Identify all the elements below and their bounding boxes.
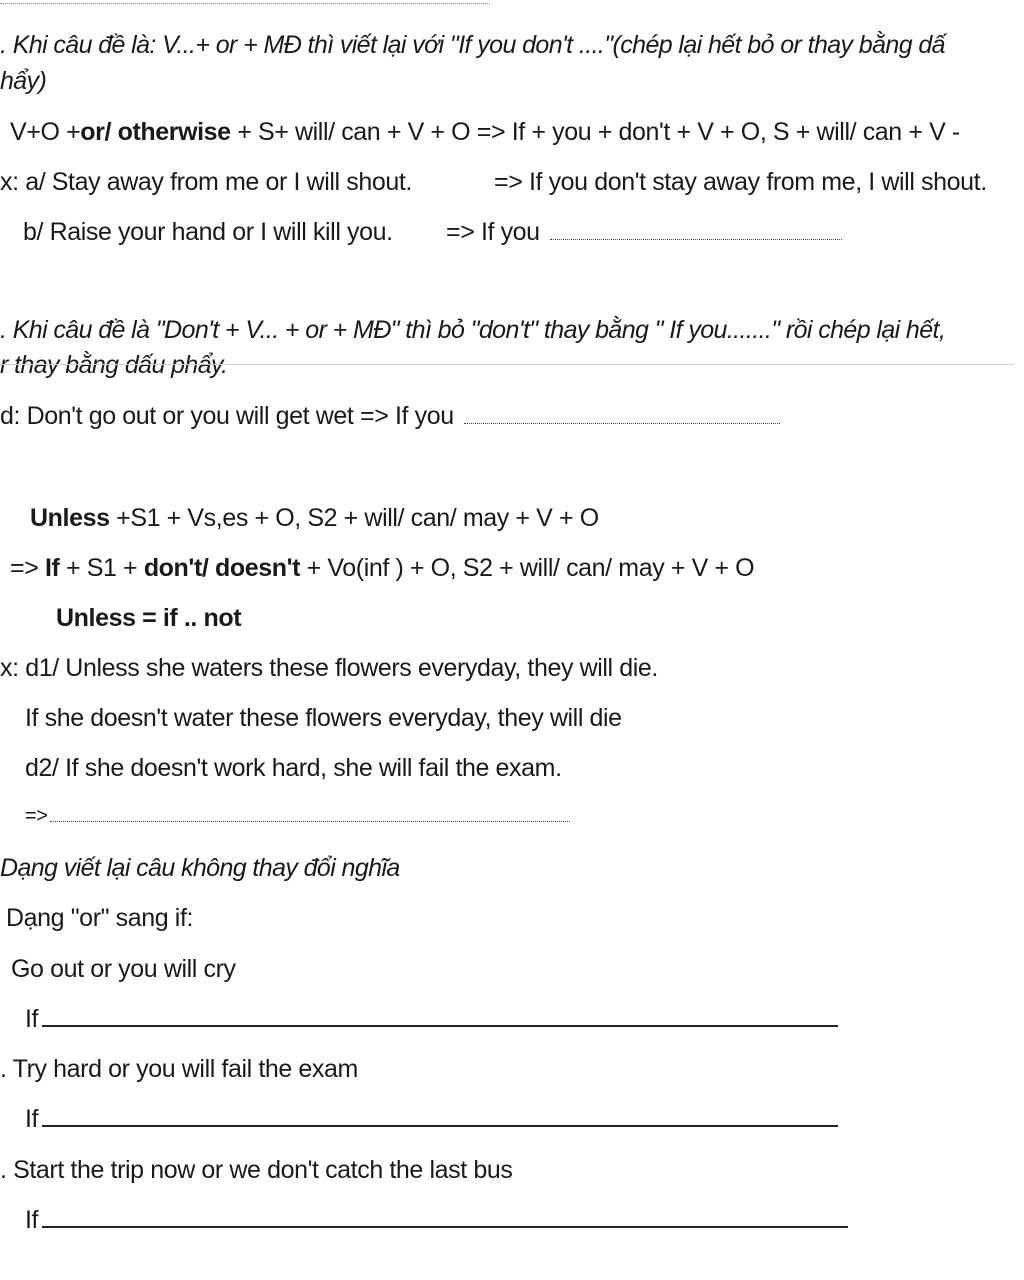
question-1-if: If	[25, 1005, 39, 1033]
unless-keyword: Unless	[30, 504, 110, 532]
example-b: b/ Raise your hand or I will kill you.	[23, 218, 393, 246]
if-rule-part: + S1 +	[59, 554, 144, 582]
question-2-if: If	[25, 1105, 39, 1133]
if-rule-arrow: =>	[10, 554, 45, 582]
answer-blank[interactable]	[464, 422, 780, 424]
section-d-subtitle: Dạng "or" sang if:	[6, 904, 194, 932]
section-d-title: Dạng viết lại câu không thay đổi nghĩa	[0, 854, 400, 882]
unless-rule-rest: +S1 + Vs,es + O, S2 + will/ can/ may + V + O	[109, 504, 599, 532]
example-d1-answer: If she doesn't water these flowers everyday, they will die	[25, 704, 622, 732]
example-a-answer: => If you don't stay away from me, I will shout.	[494, 168, 987, 196]
example-d2-answer-line	[25, 806, 570, 826]
section-a-heading-line1: . Khi câu đề là: V...+ or + MĐ thì viết lại với "If you don't ...."(chép lại hết bỏ or thay bằng dấ	[0, 31, 945, 59]
example-b-answer-line	[446, 220, 842, 245]
unless-rule	[30, 506, 599, 531]
question-3-if: If	[25, 1206, 39, 1234]
question-3: . Start the trip now or we don't catch the last bus	[0, 1156, 513, 1184]
question-2: . Try hard or you will fail the exam	[0, 1055, 358, 1083]
section-b-heading-line1: . Khi câu đề là "Don't + V... + or + MĐ" thì bỏ "don't" thay bằng " If you......." rồi chép lại hết,	[0, 316, 946, 344]
answer-blank[interactable]	[550, 238, 842, 240]
if-rule	[10, 556, 754, 581]
formula-rest: + S+ will/ can + V + O => If + you + don't + V + O, S + will/ can + V -	[230, 118, 960, 146]
answer-blank[interactable]	[42, 1025, 838, 1027]
section-a-heading-line2: hẩy)	[0, 67, 47, 95]
answer-blank[interactable]	[50, 820, 570, 822]
question-3-answer-line	[25, 1208, 848, 1233]
top-dotted-rule	[0, 3, 490, 4]
question-2-answer-line	[25, 1107, 838, 1132]
example-d1: x: d1/ Unless she waters these flowers everyday, they will die.	[0, 654, 658, 682]
example-d2: d2/ If she doesn't work hard, she will fail the exam.	[25, 754, 562, 782]
example-d-line	[0, 404, 780, 429]
section-b-heading-line2: r thay bằng dấu phẩy.	[0, 351, 228, 379]
answer-blank[interactable]	[42, 1226, 848, 1228]
question-1: Go out or you will cry	[11, 955, 236, 983]
divider	[0, 364, 1014, 365]
answer-blank[interactable]	[42, 1125, 838, 1127]
if-rule-rest: + Vo(inf ) + O, S2 + will/ can/ may + V + O	[300, 554, 755, 582]
example-d: d: Don't go out or you will get wet => If you	[0, 402, 454, 430]
example-a: x: a/ Stay away from me or I will shout.	[0, 168, 412, 196]
question-1-answer-line	[25, 1007, 838, 1032]
section-a-formula	[10, 120, 960, 145]
formula-prefix: V+O +	[10, 118, 81, 146]
example-b-answer: => If you	[446, 218, 540, 246]
formula-or-otherwise: or/ otherwise	[80, 118, 231, 146]
dont-doesnt-keyword: don't/ doesn't	[143, 554, 301, 582]
if-keyword: If	[44, 554, 60, 582]
unless-equals-rule: Unless = if .. not	[56, 604, 242, 632]
example-d2-answer: =>	[25, 805, 48, 827]
